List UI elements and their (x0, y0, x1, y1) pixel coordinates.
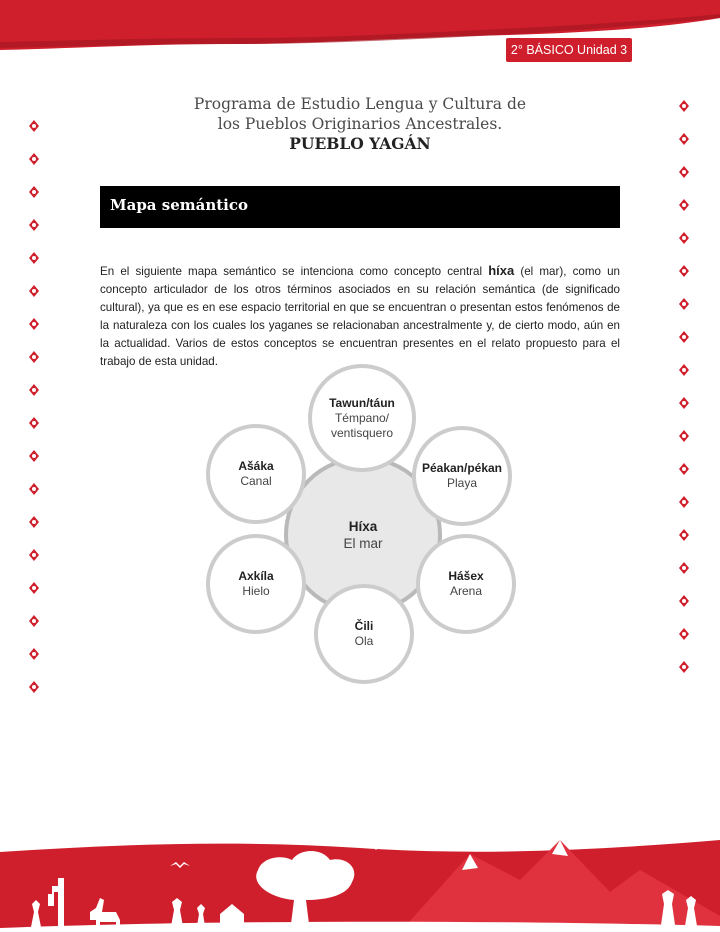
node-meaning: Canal (240, 474, 272, 488)
red-diamond-dot-icon (678, 397, 690, 409)
red-diamond-dot-icon (28, 648, 40, 660)
red-diamond-dot-icon (28, 318, 40, 330)
people-name-title: PUEBLO YAGÁN (289, 134, 431, 153)
red-diamond-dot-icon (678, 166, 690, 178)
red-diamond-dot-icon (28, 516, 40, 528)
red-diamond-dot-icon (28, 483, 40, 495)
section-heading: Mapa semántico (100, 186, 620, 228)
red-diamond-dot-icon (678, 298, 690, 310)
red-diamond-dot-icon (28, 351, 40, 363)
node-term: Hášex (448, 569, 484, 583)
red-diamond-dot-icon (678, 199, 690, 211)
red-diamond-dot-icon (28, 615, 40, 627)
red-diamond-dot-icon (678, 331, 690, 343)
silhouette-landscape-icon (0, 820, 720, 932)
red-diamond-dot-icon (678, 562, 690, 574)
node-upper-right (412, 426, 512, 526)
footer-illustration (0, 820, 720, 932)
red-diamond-dot-icon (28, 681, 40, 693)
semantic-map-diagram (200, 364, 503, 684)
red-diamond-dot-icon (678, 430, 690, 442)
red-diamond-dot-icon (28, 450, 40, 462)
node-term: Péakan/pékan (421, 461, 503, 475)
red-diamond-dot-icon (28, 252, 40, 264)
center-meaning: El mar (343, 536, 383, 551)
node-meaning: Playa (446, 476, 478, 490)
left-ornament-column (24, 0, 44, 932)
grade-unit-badge: 2° BÁSICO Unidad 3 (506, 38, 632, 62)
node-meaning: Arena (449, 584, 483, 598)
node-lower-right (416, 534, 516, 634)
node-term: Tawun/táun (329, 395, 395, 410)
red-diamond-dot-icon (678, 628, 690, 640)
red-diamond-dot-icon (678, 364, 690, 376)
red-diamond-dot-icon (678, 529, 690, 541)
paragraph-text-start: En el siguiente mapa semántico se intenciona como concepto central (100, 265, 489, 278)
intro-paragraph (100, 262, 620, 371)
red-diamond-dot-icon (28, 285, 40, 297)
red-diamond-dot-icon (678, 661, 690, 673)
red-diamond-dot-icon (28, 384, 40, 396)
red-diamond-dot-icon (28, 219, 40, 231)
red-diamond-dot-icon (28, 120, 40, 132)
red-diamond-dot-icon (28, 417, 40, 429)
red-diamond-dot-icon (28, 153, 40, 165)
node-term: Čili (354, 619, 374, 633)
central-concept-keyword: híxa (488, 263, 515, 278)
red-diamond-dot-icon (678, 595, 690, 607)
paragraph-text-rest: (el mar), como un concepto articulador de los otros términos asociados en su relación semántica (de significado cultural), ya que es en ese espacio territorial en que se encuentran o presentan estos fenómenos de la naturaleza con los cuales los yaganes se relacionaban ancestralmente y, de cierto modo, aún en la actualidad. Varios de estos conceptos se encuentran presentes en el relato propuesto para el trabajo de esta unidad. (100, 265, 620, 368)
program-title-line-1: Programa de Estudio Lengua y Cultura de (193, 95, 527, 113)
node-bottom (314, 584, 414, 684)
node-meaning: Témpano/ ventisquero (330, 410, 394, 440)
red-diamond-dot-icon (678, 100, 690, 112)
red-diamond-dot-icon (28, 186, 40, 198)
center-term: Híxa (348, 519, 378, 534)
right-ornament-column (674, 0, 694, 932)
node-meaning: Hielo (242, 584, 270, 598)
node-term: Axkíla (238, 569, 274, 583)
red-diamond-dot-icon (678, 232, 690, 244)
program-title (160, 94, 560, 154)
red-diamond-dot-icon (678, 463, 690, 475)
node-term: Ašáka (238, 459, 274, 473)
node-top (308, 364, 416, 472)
red-diamond-dot-icon (28, 549, 40, 561)
red-diamond-dot-icon (678, 496, 690, 508)
red-diamond-dot-icon (678, 265, 690, 277)
red-diamond-dot-icon (678, 133, 690, 145)
node-meaning: Ola (354, 634, 374, 648)
red-diamond-dot-icon (28, 582, 40, 594)
node-lower-left (206, 534, 306, 634)
node-upper-left (206, 424, 306, 524)
program-title-line-2: los Pueblos Originarios Ancestrales. (217, 115, 503, 133)
